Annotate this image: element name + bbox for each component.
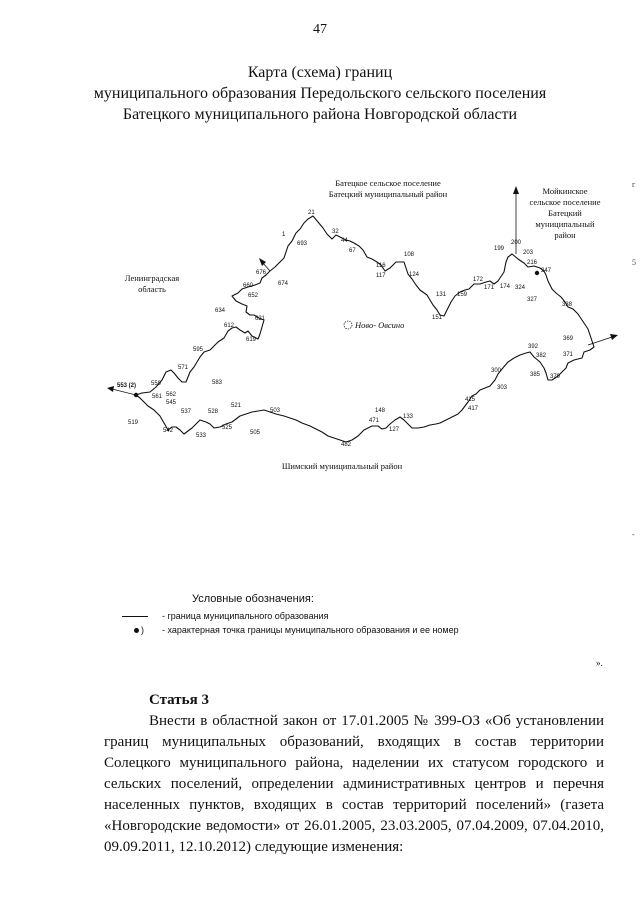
point-label: 471: [369, 418, 380, 424]
point-label: 693: [297, 241, 308, 247]
article-body: Внести в областной закон от 17.01.2005 № 399-ОЗ «Об установлении границ муниципальных образований, входящих в состав территории Солецкого муниципального района, наделении их статусом городского и сельских поселений, определении административных центров и перечня населенных пунктов, входящих в состав территорий поселений» (газета «Новгородские ведомости» от 26.01.2005, 23.03.2005, 07.04.2009, 07.04.2010, 09.09.2011, 12.10.2012) следующие изменения:: [104, 713, 604, 855]
point-label: 300: [491, 368, 502, 374]
point-label: 521: [231, 403, 242, 409]
point-label: 199: [494, 246, 505, 252]
point-label: 382: [536, 353, 547, 359]
legend-boundary-text: - граница муниципального образования: [162, 611, 329, 621]
article-3: [104, 690, 604, 858]
point-label: 561: [152, 394, 163, 400]
point-label: 200: [511, 240, 522, 246]
point-symbol: [122, 625, 162, 635]
point-label: 117: [376, 273, 386, 279]
map-title-line-1: Карта (схема) границ: [247, 64, 393, 81]
point-label: 652: [248, 293, 259, 299]
point-label: 247: [541, 268, 552, 274]
point-label: 171: [484, 285, 495, 291]
point-label: 505: [250, 430, 261, 436]
legend-row-point: [122, 623, 562, 637]
region-label-north-1: Батецкое сельское поселение: [335, 178, 441, 188]
point-label: 392: [528, 344, 539, 350]
legend-row-boundary: [122, 609, 562, 623]
point-symbol-mark: ): [141, 625, 144, 635]
point-label: 553 (2): [117, 383, 137, 389]
point-label: 660: [243, 283, 254, 289]
point-label: 417: [468, 406, 479, 412]
map-title: [0, 62, 640, 125]
point-label: 174: [500, 284, 511, 290]
point-label: 545: [166, 400, 177, 406]
point-label: 371: [563, 352, 574, 358]
settlement-label: Ново- Овсино: [355, 320, 405, 330]
point-label: 482: [341, 442, 352, 448]
region-label-ne-1: Мойкинское: [542, 186, 588, 196]
region-label-west-2: область: [138, 284, 166, 294]
point-label: 32: [332, 229, 339, 235]
page-number: 47: [313, 22, 327, 37]
point-label: 203: [523, 250, 534, 256]
point-label: 116: [376, 263, 386, 269]
region-label-north-2: Батецкий муниципальный район: [328, 189, 448, 199]
boundary-line-symbol: [122, 616, 162, 617]
legend-title: Условные обозначения:: [192, 593, 314, 605]
point-label: 595: [193, 347, 204, 353]
map-title-line-2: муниципального образования Передольского сельского поселения: [93, 85, 547, 102]
point-label: 525: [222, 425, 233, 431]
map-legend: [122, 593, 562, 637]
point-label: 172: [473, 277, 484, 283]
region-label-ne-2: сельское поселение: [529, 197, 601, 207]
point-label: 415: [465, 397, 476, 403]
point-label: 21: [308, 210, 315, 216]
region-label-west-1: Ленинградская: [124, 273, 180, 283]
point-label: 634: [215, 308, 226, 314]
point-label: 324: [515, 285, 526, 291]
legend-point-text: - характерная точка границы муниципального образования и ее номер: [162, 625, 459, 635]
point-label: 571: [178, 365, 189, 371]
region-label-south: Шимский муниципальный район: [281, 461, 403, 471]
point-label: 503: [270, 408, 281, 414]
point-label: 108: [404, 252, 415, 258]
point-label: 67: [349, 248, 356, 254]
point-label: 612: [224, 323, 235, 329]
margin-mark: 5: [632, 258, 636, 267]
point-label: 369: [563, 336, 574, 342]
point-label: 583: [212, 380, 223, 386]
boundary-map: [0, 160, 640, 500]
map-title-line-3: Батецкого муниципального района Новгородской области: [122, 106, 518, 123]
point-label: 44: [341, 238, 348, 244]
point-label: 542: [163, 428, 174, 434]
point-label: 379: [550, 374, 561, 380]
point-label: 621: [255, 316, 266, 322]
point-label: 385: [530, 372, 541, 378]
point-label: 151: [432, 315, 443, 321]
point-label: 216: [527, 260, 538, 266]
point-label: 676: [256, 270, 267, 276]
point-label: 537: [181, 409, 192, 415]
article-heading: Статья 3: [149, 692, 209, 708]
point-label: 133: [403, 414, 414, 420]
point-label: 674: [278, 281, 289, 287]
point-label: 528: [208, 409, 219, 415]
point-label: 124: [409, 272, 420, 278]
region-label-ne-4: муниципальный: [535, 219, 595, 229]
point-label: 562: [166, 392, 177, 398]
point-label: 619: [246, 337, 257, 343]
point-label: 148: [375, 408, 386, 414]
point-label: 533: [196, 433, 207, 439]
point-label: 327: [527, 297, 538, 303]
point-label: 559: [151, 381, 162, 387]
region-label-ne-3: Батецкий: [548, 208, 582, 218]
margin-mark: -: [632, 530, 635, 539]
point-label: 519: [128, 420, 139, 426]
closing-quote-mark: ».: [596, 658, 603, 668]
margin-mark: г: [632, 180, 636, 189]
point-label: 303: [497, 385, 508, 391]
point-label: 127: [389, 427, 400, 433]
region-label-ne-5: район: [554, 230, 576, 240]
point-label: 1: [282, 232, 286, 238]
point-label: 131: [436, 292, 447, 298]
point-label: 159: [457, 292, 468, 298]
point-label: 338: [562, 302, 573, 308]
